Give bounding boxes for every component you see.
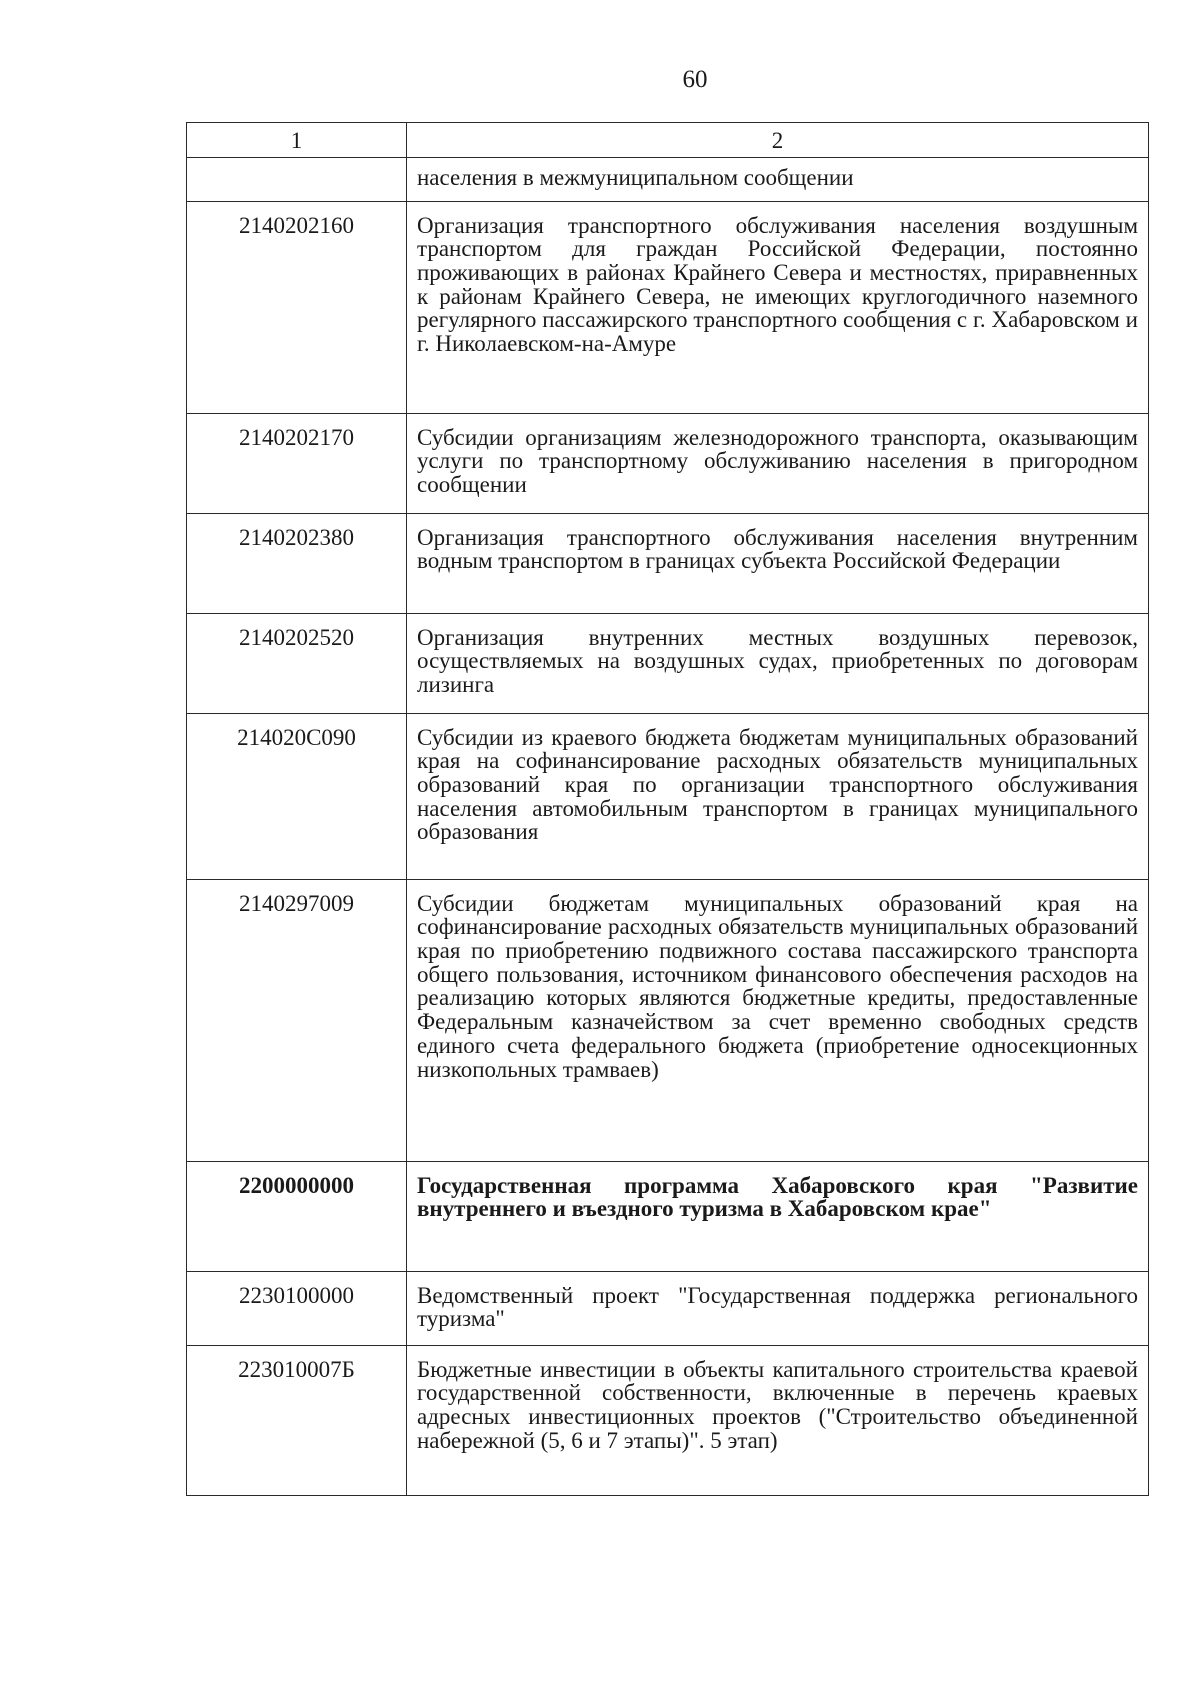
- budget-code-table: [186, 122, 1149, 1496]
- row-code: 2200000000: [187, 1161, 407, 1271]
- table-row: [187, 201, 1149, 413]
- budget-code-table-container: [186, 122, 1148, 1496]
- row-code: 2140202520: [187, 613, 407, 713]
- row-description: Субсидии из краевого бюджета бюджетам муниципальных образований края на софинансирование расходных обязательств муниципальных образований края по организации транспортного обслуживания населения автомобильным транспортом в границах муниципального образования: [407, 713, 1149, 879]
- table-row: [187, 413, 1149, 513]
- table-row: [187, 1271, 1149, 1345]
- row-code: 223010007Б: [187, 1345, 407, 1495]
- column-header-2: 2: [407, 123, 1149, 158]
- table-row-program: [187, 1161, 1149, 1271]
- column-header-1: 1: [187, 123, 407, 158]
- page-number: 60: [682, 66, 708, 93]
- table-header-row: [187, 123, 1149, 158]
- table-row: [187, 713, 1149, 879]
- table-row: [187, 613, 1149, 713]
- table-row: [187, 157, 1149, 201]
- row-code: 2140202160: [187, 201, 407, 413]
- row-description: населения в межмуниципальном сообщении: [407, 157, 1149, 201]
- row-description: Ведомственный проект "Государственная поддержка регионального туризма": [407, 1271, 1149, 1345]
- table-row: [187, 879, 1149, 1161]
- row-code: [187, 157, 407, 201]
- row-description: Организация транспортного обслуживания населения воздушным транспортом для граждан Российской Федерации, постоянно проживающих в районах Крайнего Севера и местностях, приравненных к районам Крайнего Севера, не имеющих круглогодичного наземного регулярного пассажирского транспортного сообщения с г. Хабаровском и г. Николаевском-на-Амуре: [407, 201, 1149, 413]
- table-row: [187, 1345, 1149, 1495]
- row-code: 2140202170: [187, 413, 407, 513]
- row-description: Организация внутренних местных воздушных перевозок, осуществляемых на воздушных судах, приобретенных по договорам лизинга: [407, 613, 1149, 713]
- row-description: Организация транспортного обслуживания населения внутренним водным транспортом в границах субъекта Российской Федерации: [407, 513, 1149, 613]
- row-description: Субсидии организациям железнодорожного транспорта, оказывающим услуги по транспортному обслуживанию населения в пригородном сообщении: [407, 413, 1149, 513]
- row-code: 214020C090: [187, 713, 407, 879]
- row-code: 2230100000: [187, 1271, 407, 1345]
- row-description: Субсидии бюджетам муниципальных образований края на софинансирование расходных обязательств муниципальных образований края по приобретению подвижного состава пассажирского транспорта общего пользования, источником финансового обеспечения расходов на реализацию которых являются бюджетные кредиты, предоставленные Федеральным казначейством за счет временно свободных средств единого счета федерального бюджета (приобретение односекционных низкопольных трамваев): [407, 879, 1149, 1161]
- row-code: 2140297009: [187, 879, 407, 1161]
- table-row: [187, 513, 1149, 613]
- row-description: Бюджетные инвестиции в объекты капитального строительства краевой государственной собственности, включенные в перечень краевых адресных инвестиционных проектов ("Строительство объединенной набережной (5, 6 и 7 этапы)". 5 этап): [407, 1345, 1149, 1495]
- row-code: 2140202380: [187, 513, 407, 613]
- row-description: Государственная программа Хабаровского края "Развитие внутреннего и въездного туризма в Хабаровском крае": [407, 1161, 1149, 1271]
